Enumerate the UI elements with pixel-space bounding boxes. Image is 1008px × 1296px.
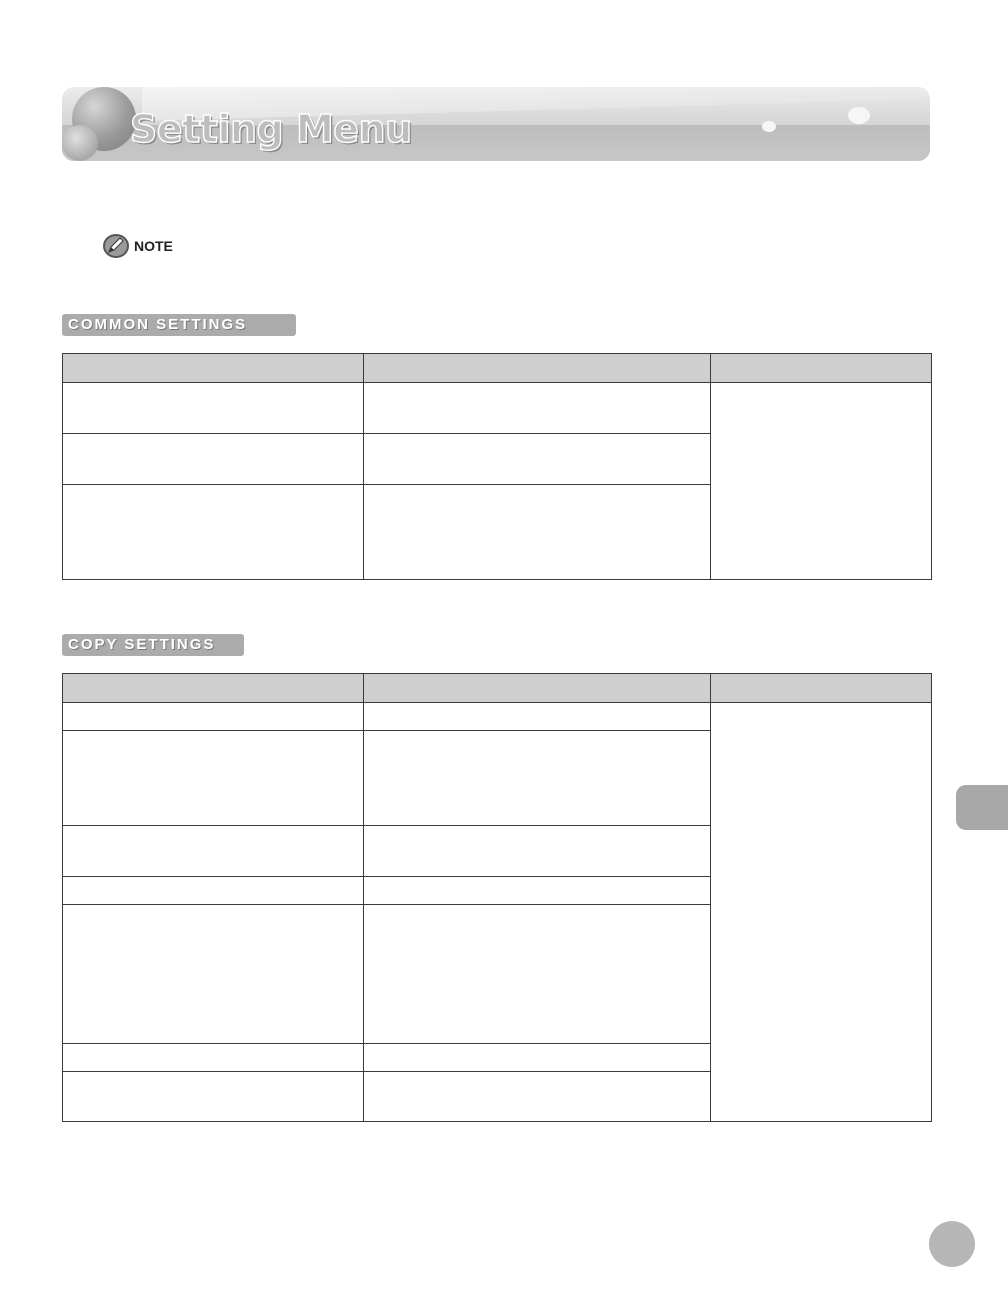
common-settings-table [62,353,932,580]
table-header-row [63,674,932,703]
section-heading-copy: COPY SETTINGS [62,634,244,656]
table-cell [63,877,364,905]
table-cell [63,826,364,877]
table-cell [364,485,711,580]
table-row [63,703,932,731]
table-cell [63,905,364,1044]
table-cell [63,383,364,434]
table-cell [364,703,711,731]
column-header [364,354,711,383]
table-cell [63,1072,364,1122]
column-header [63,354,364,383]
table-cell [711,703,932,1122]
page-title: Setting Menu [130,107,412,151]
table-cell [63,731,364,826]
column-header [364,674,711,703]
table-cell [364,826,711,877]
table-cell [711,383,932,580]
table-header-row [63,354,932,383]
table-cell [364,383,711,434]
table-cell [364,434,711,485]
copy-settings-table [62,673,932,1122]
chapter-tab [956,785,1008,830]
table-cell [364,877,711,905]
section-heading-common: COMMON SETTINGS [62,314,296,336]
page-number-badge [929,1221,975,1267]
page-header-banner [62,87,930,161]
note-label: NOTE [134,238,173,254]
table-cell [364,1044,711,1072]
pencil-icon [102,233,130,259]
decorative-dot [848,107,870,124]
column-header [711,674,932,703]
column-header [63,674,364,703]
table-cell [63,485,364,580]
decorative-sphere-small [62,125,98,161]
table-row [63,383,932,434]
note-callout [102,233,173,259]
table-cell [364,905,711,1044]
table-cell [63,1044,364,1072]
table-cell [63,703,364,731]
table-cell [364,731,711,826]
column-header [711,354,932,383]
decorative-dot [762,121,776,132]
table-cell [63,434,364,485]
table-cell [364,1072,711,1122]
